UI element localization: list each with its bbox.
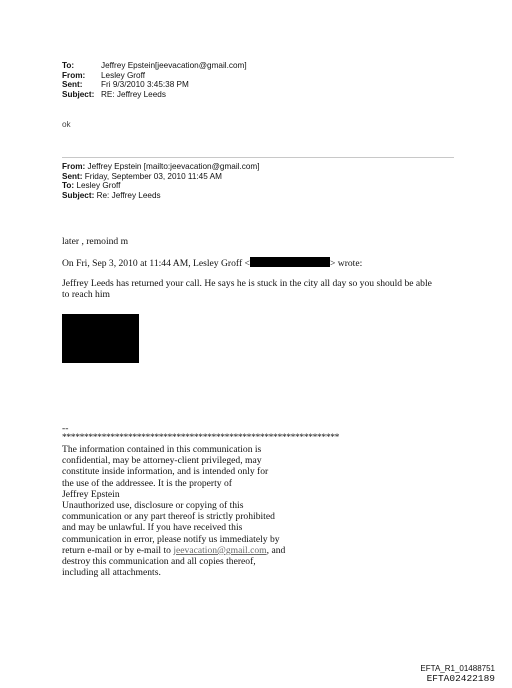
disclaimer-line: communication in error, please notify us immediately by <box>62 533 280 545</box>
to-value: Jeffrey Epstein[jeevacation@gmail.com] <box>101 61 247 70</box>
quote-intro-line <box>62 257 362 269</box>
from-value: Lesley Groff <box>101 70 145 80</box>
signature-stars: *************************************************************** <box>62 432 340 443</box>
quoted-subject-value: Re: Jeffrey Leeds <box>96 190 161 200</box>
subject-label: Subject: <box>62 89 95 99</box>
quoted-subject-label: Subject: <box>62 190 95 200</box>
disclaimer-line: and may be unlawful. If you have received this <box>62 522 243 534</box>
quoted-sent-value: Friday, September 03, 2010 11:45 AM <box>84 171 222 181</box>
disclaimer-line <box>62 545 285 556</box>
quoted-from-label: From: <box>62 162 86 171</box>
disclaimer-text: , and <box>266 544 286 556</box>
redacted-block <box>62 314 139 363</box>
disclaimer-text: return e-mail or by e-mail to <box>62 544 174 556</box>
body-line: later , remoind m <box>62 236 129 247</box>
email-header-quoted <box>62 162 259 200</box>
disclaimer-line: confidential, may be attorney-client privileged, may <box>62 455 262 467</box>
disclaimer-line: The information contained in this communication is <box>62 444 262 455</box>
email-link[interactable]: jeevacation@gmail.com <box>173 544 267 556</box>
header-divider <box>62 157 454 158</box>
disclaimer <box>62 444 285 578</box>
quote-end: > wrote: <box>329 258 363 269</box>
quoted-sent-label: Sent: <box>62 171 83 181</box>
subject-value: RE: Jeffrey Leeds <box>101 89 166 99</box>
disclaimer-line: Unauthorized use, disclosure or copying of this <box>62 500 244 512</box>
disclaimer-line: including all attachments. <box>62 567 161 579</box>
to-label: To: <box>62 61 75 70</box>
disclaimer-line: destroy this communication and all copies thereof, <box>62 556 256 568</box>
quoted-from-value: Jeffrey Epstein [mailto:jeevacation@gmail.com] <box>87 162 260 171</box>
quoted-message <box>62 278 432 300</box>
disclaimer-line: Jeffrey Epstein <box>62 488 120 500</box>
from-label: From: <box>62 70 86 80</box>
quoted-line-2: to reach him <box>62 289 110 301</box>
sent-value: Fri 9/3/2010 3:45:38 PM <box>101 80 189 89</box>
disclaimer-line: communication or any part thereof is strictly prohibited <box>62 511 275 523</box>
quoted-to-label: To: <box>62 181 75 190</box>
disclaimer-line: the use of the addressee. It is the property of <box>62 477 232 489</box>
quoted-to-value: Lesley Groff <box>76 181 121 190</box>
quoted-line-1: Jeffrey Leeds has returned your call. He says he is stuck in the city all day so you should be able <box>62 278 432 289</box>
bates-number-1: EFTA_R1_01488751 <box>420 664 495 673</box>
disclaimer-line: constitute inside information, and is intended only for <box>62 466 269 478</box>
bates-number-2: EFTA02422189 <box>426 673 495 684</box>
redacted-email <box>250 257 330 267</box>
reply-text: ok <box>62 120 71 129</box>
signature-dashes: -- <box>62 423 69 434</box>
quote-intro: On Fri, Sep 3, 2010 at 11:44 AM, Lesley Groff < <box>62 258 250 269</box>
sent-label: Sent: <box>62 80 83 89</box>
